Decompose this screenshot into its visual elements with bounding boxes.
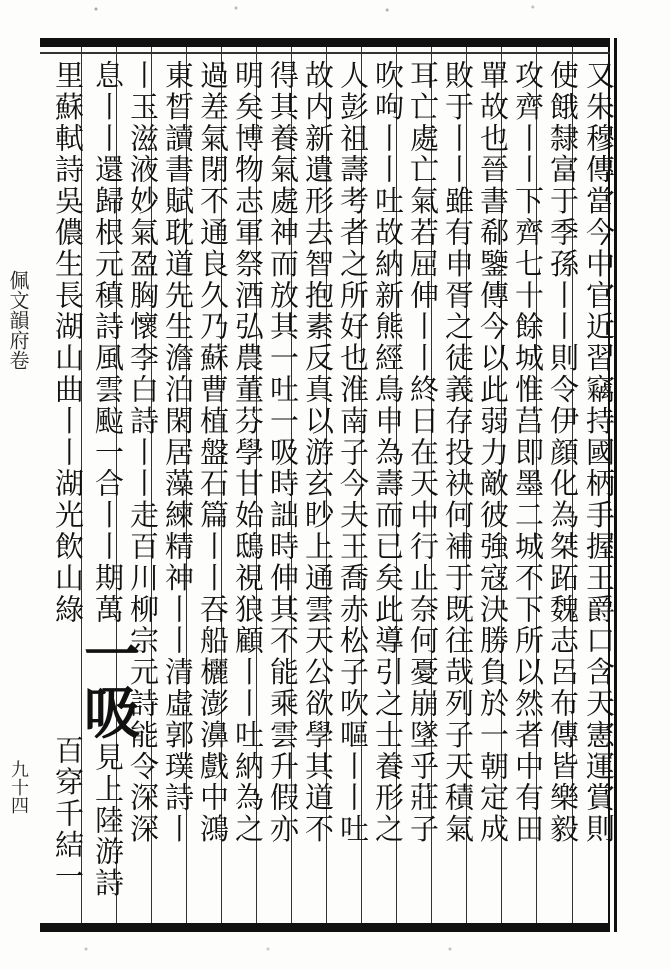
scan-speckle — [40, 4, 600, 14]
scan-speckle-bottom — [60, 945, 580, 953]
text-column-7: 吹呴丨丨吐故納新熊經鳥申為壽而已矣此導引之士養形之 — [371, 60, 405, 845]
text-column-2: 使餓隸富于季孫丨丨則令伊顔化為桀跖魏志呂布傳皆樂毅 — [546, 60, 580, 845]
text-column-5: 敗于丨丨雖有申胥之徒義存投袂何補于既往哉列子天積氣 — [441, 60, 475, 845]
frame-inner-top-rule — [40, 52, 610, 54]
column-16-body: 里蘇軾詩吳儂生長湖山曲丨丨湖光飲山綠 — [51, 60, 85, 626]
text-column-4: 單故也晉書郗鑒傳今以此弱力敵彼強寇決勝負於一朝定成 — [476, 60, 510, 845]
text-column-13: 東晳讀書賦耽道先生澹泊閑居藻練精神丨丨清虛郭璞詩丨 — [161, 60, 195, 845]
folio-number: 九十四 — [8, 760, 29, 814]
text-column-14: 丨玉滋液妙氣盈胸懷李白詩丨丨走百川柳宗元詩能令深深 — [126, 60, 160, 845]
text-column-8: 人彭祖壽考者之所好也淮南子今夫王喬赤松子吹嘔丨丨吐 — [336, 60, 370, 845]
text-column-3: 攻齊丨丨下齊七十餘城惟莒即墨二城不下所以然者中有田 — [511, 60, 545, 845]
column-15-tail: 見上陸游詩 — [91, 742, 125, 900]
text-column-11: 明矣博物志軍祭酒弘農董芬學甘始鴟視狼顧丨丨吐納為之 — [231, 60, 265, 845]
column-16-tail: 百穿千結一 — [51, 735, 85, 893]
column-15-body: 息丨丨還歸根元稹詩風雲䬃一合丨丨期萬 — [91, 60, 125, 626]
text-column-15 — [75, 60, 141, 922]
text-column-9: 故内新遺形去智抱素反真以游玄眇上通雲天公欲學其道不 — [301, 60, 335, 845]
text-column-1: 又朱穆傳當今中官近習竊持國柄手握王爵口含天憲運賞則 — [582, 60, 616, 845]
text-column-10: 得其養氣處神而放其一吐一吸時詘時伸其不能乘雲升假亦 — [266, 60, 300, 845]
heading-entry: 一吸 — [75, 625, 141, 743]
text-column-12: 過差氣閉不通良久乃蘇曹植盤石篇丨丨吞船欐澎濞戲中鴻 — [196, 60, 230, 845]
margin-title: 佩文韻府卷 — [6, 270, 30, 370]
text-column-6: 耳亡處亡氣若屈伸丨丨終日在天中行止奈何憂崩墜乎莊子 — [406, 60, 440, 845]
text-column-16 — [46, 60, 90, 922]
